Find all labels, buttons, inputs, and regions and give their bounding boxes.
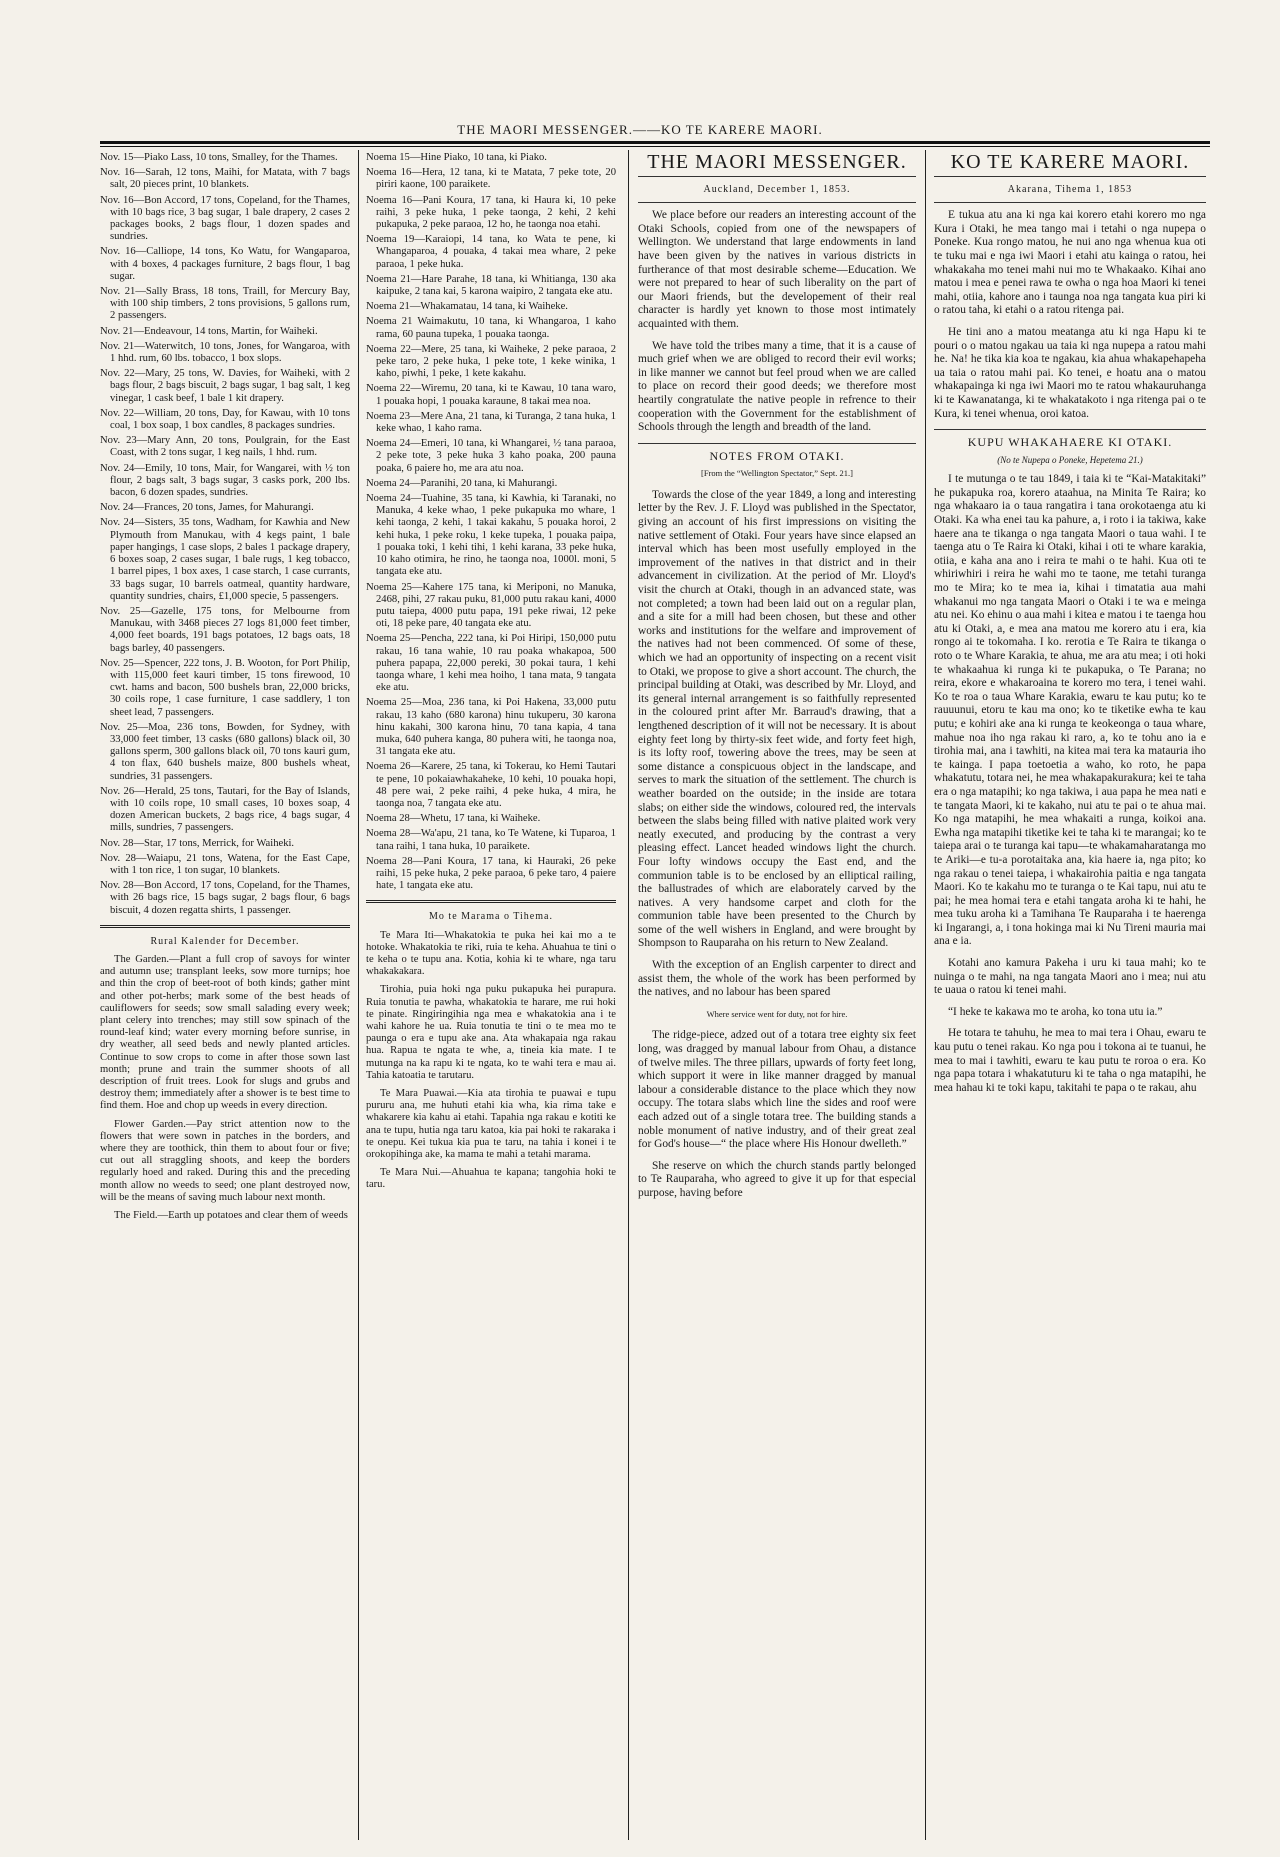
paragraph: E tukua atu ana ki nga kai korero etahi korero mo nga Kura i Otaki, he mea tango mai i tetahi o nga nupepa o Poneke. Kua rongo matou, he nui ano nga whenua kua oti te tuku mai e nga iwi Maori i etahi atu kainga o ratou, hei whakakaha mo tenei mahi nui mo te Whakaako. Kihai ano matou i mea e penei rawa te owha o nga hoa Maori ki tenei mahi, otiia, kahore ano i taunga noa nga tangata kua piri ki o ratou taha, ki etahi o a ratou ritenga pai.: [934, 209, 1206, 317]
shipping-entry: Nov. 26—Herald, 25 tons, Tautari, for the Bay of Islands, with 10 coils rope, 10 small cases, 10 boxes soap, 4 dozen American buckets, 2 bags rice, 4 bags sugar, 4 mills, sundries, 7 passengers.: [100, 785, 350, 834]
rule: [638, 443, 916, 444]
paragraph: We place before our readers an interesting account of the Otaki Schools, copied from one of the newspapers of Wellington. We understand that large endowments in land have been given by the natives in various districts in furtherance of that most desirable scheme—Education. We were not prepared to hear of such liberality on the part of our Maori friends, but the developement of their real character is hardly yet known to those most intimately acquainted with them.: [638, 209, 916, 330]
shipping-entry: Noema 24—Emeri, 10 tana, ki Whangarei, ½ tana paraoa, 2 peke tote, 3 peke huka 3 kaho poaka, 200 pauna poaka, 6 paiere ho, me ara atu noa.: [366, 438, 616, 474]
shipping-entry: Nov. 16—Sarah, 12 tons, Maihi, for Matata, with 7 bags salt, 20 pieces print, 10 blankets.: [100, 167, 350, 191]
masthead: THE MAORI MESSENGER.: [647, 151, 907, 173]
shipping-entry: Noema 25—Kahere 175 tana, ki Meriponi, no Manuka, 2468, pihi, 27 rakau puku, 81,000 putu rakau kani, 4000 putu taiepa, 4000 putu papa, 191 peke riwai, 12 peke oti, 18 peke pare, 40 tangata eke atu.: [366, 581, 616, 630]
shipping-entry: Noema 25—Moa, 236 tana, ki Poi Hakena, 33,000 putu rakau, 13 kaho (680 karona) hinu tukuperu, 30 karona hinu kakahi, 300 karona hinu, 70 tana kapia, 4 tana muka, 640 puhera kanga, 80 puhera witi, he taonga noa, 31 tangata eke atu.: [366, 697, 616, 758]
shipping-entry: Noema 28—Wa'apu, 21 tana, ko Te Watene, ki Tuparoa, 1 tana raihi, 1 tana huka, 10 paraikete.: [366, 828, 616, 852]
rule: [934, 429, 1206, 430]
column-editorial-maori: [934, 152, 1206, 1103]
rule: [366, 900, 616, 903]
shipping-entry: Noema 15—Hine Piako, 10 tana, ki Piako.: [366, 152, 547, 163]
shipping-entry: Noema 26—Karere, 25 tana, ki Tokerau, ko Hemi Tautari te pene, 10 pokaiawhakaheke, 10 kehi, 10 pouaka hopi, 48 pere wai, 2 peke raihi, 4 peke huka, 4 mira, he taonga noa, 7 tangata eke atu.: [366, 761, 616, 809]
section-text: [934, 473, 1206, 1095]
top-rule: [100, 141, 1210, 144]
column-divider: [925, 150, 926, 1840]
paragraph: With the exception of an English carpenter to direct and assist them, the whole of the work has been performed by the natives, and no labour has been spared: [638, 959, 916, 999]
shipping-entry: Nov. 25—Gazelle, 175 tons, for Melbourne from Manukau, with 3468 pieces 27 logs 81,000 feet timber, 4,000 feet boards, 191 bags potatoes, 12 bags oats, 18 bags barley, 40 passengers.: [100, 605, 350, 654]
paragraph: We have told the tribes many a time, that it is a cause of much grief when we are obliged to record their evil works; in like manner we cannot but feel proud when we are called to place on record their good deeds; we therefore most heartily congratulate the native people in refrence to their cooperation with the Government for the establishment of Schools through the length and breadth of the land.: [638, 339, 916, 434]
shipping-entry: Nov. 28—Bon Accord, 17 tons, Copeland, for the Thames, with 26 bags rice, 15 bags sugar, 2 bags flour, 6 bags biscuit, 4 dozen regatta shirts, 1 passenger.: [100, 880, 350, 916]
shipping-entry: Noema 21—Hare Parahe, 18 tana, ki Whitianga, 130 aka kaipuke, 2 tana kai, 5 karona waipiro, 2 tangata eke atu.: [366, 273, 616, 298]
shipping-entry: Noema 16—Pani Koura, 17 tana, ki Haura ki, 10 peke raihi, 3 peke huka, 1 peke taonga, 2 kehi, 2 kehi pukapuka, 2 peke paraoa, 12 ho, he taonga noa etahi.: [366, 194, 616, 231]
shipping-entry: Nov. 22—Mary, 25 tons, W. Davies, for Waiheki, with 2 bags flour, 2 bags biscuit, 2 bags sugar, 1 bag salt, 1 keg vinegar, 1 cask beef, 1 bale 1 kit drapery.: [100, 368, 350, 404]
top-rule-thin: [100, 146, 1210, 147]
paragraph: The ridge-piece, adzed out of a totara tree eighty six feet long, was dragged by manual labour from Ohau, a distance of twelve miles. The three pillars, upwards of forty feet long, which support it were in like manner dragged by manual labour a considerable distance to the place which they now occupy. The totara slabs which line the sides and roof were each adzed out of a single totara tree. The building stands a noble monument of native industry, and of their great zeal for God's house—“ the place where His Honour dwelleth.”: [638, 1029, 916, 1151]
shipping-entry: Nov. 22—William, 20 tons, Day, for Kawau, with 10 tons coal, 1 box soap, 1 box candles, 8 packages sundries.: [100, 407, 350, 432]
editorial-text: [934, 209, 1206, 421]
shipping-entry: Nov. 23—Mary Ann, 20 tons, Poulgrain, for the East Coast, with 2 tons sugar, 1 keg nails, 1 hhd. rum.: [100, 435, 350, 459]
paragraph: She reserve on which the church stands partly belonged to Te Rauparaha, who agreed to give it up for that especial purpose, having before: [638, 1159, 916, 1199]
shipping-entry: Nov. 21—Endeavour, 14 tons, Martin, for Waiheki.: [100, 325, 318, 337]
shipping-entry: Noema 23—Mere Ana, 21 tana, ki Turanga, 2 tana huka, 1 keke whao, 1 kaho rama.: [366, 410, 616, 435]
rule: [100, 925, 350, 928]
shipping-entry: Noema 25—Pencha, 222 tana, ki Poi Hiripi, 150,000 putu rakau, 16 tana wahie, 10 rau poaka whakapoa, 500 puhera papapa, 22,000 pereki, 30 pokai taura, 1 kehi taonga whare, 1 kehi mea hoiho, 1 tana mata, 9 tangata eke atu.: [366, 633, 616, 694]
column-divider: [358, 150, 359, 1840]
shipping-entry: Noema 21 Waimakutu, 10 tana, ki Whangaroa, 1 kaho rama, 60 pauna tupeka, 1 pouaka taonga.: [366, 316, 616, 340]
shipping-entry: Nov. 25—Moa, 236 tons, Bowden, for Sydney, with 33,000 feet timber, 13 casks (680 gallons) black oil, 30 gallons sperm, 300 gallons black oil, 70 tons kauri gum, 4 ton flax, 640 bushels maize, 800 bushels wheat, sundries, 31 passengers.: [100, 721, 350, 782]
notes-text-continued: [638, 1029, 916, 1200]
shipping-list: [100, 152, 350, 917]
shipping-entry: Nov. 24—Sisters, 35 tons, Wadham, for Kawhia and New Plymouth from Manukau, with 4 kegs paint, 1 bale paper hangings, 1 case slops, 2 bales 1 package drapery, 6 boxes soap, 2 cases sugar, 1 bale rugs, 1 keg tobacco, 1 barrel pipes, 1 box axes, 1 case starch, 1 case currants, 33 bags sugar, 10 barrels oatmeal, quantity hardware, quantity sundries, chairs, £1,000 specie, 5 passengers.: [100, 517, 350, 602]
calendar-paragraph: The Garden.—Plant a full crop of savoys for winter and autumn use; transplant leeks, sow more turnips; hoe and thin the crop of beet-root of both kinds; gather mint and other pot-herbs; mark some of the best heads of cauliflowers for seeds; sow small salading every week; plant celery into trenches; may still sow spinach of the round-leaf kind; water every morning before sunrise, in dry weather, all seed beds and newly planted articles. Continue to sow crops to come in after those sown last month; prune and train the summer shoots of all description of fruit trees. Look for slugs and grubs and destroy them; immediately after a shower is te best time to find them. Hoe and chop up weeds in every direction.: [100, 953, 350, 1112]
shipping-entry: Nov. 28—Star, 17 tons, Merrick, for Waiheki.: [100, 837, 295, 849]
section-subtitle: (No te Nupepa o Poneke, Hepetema 21.): [997, 454, 1143, 465]
shipping-entry: Nov. 24—Emily, 10 tons, Mair, for Wangarei, with ½ ton flour, 2 bags salt, 3 bags sugar, 3 casks pork, 200 lbs. bacon, 6 dozen spades, sundries.: [100, 462, 350, 499]
shipping-entry: Noema 22—Mere, 25 tana, ki Waiheke, 2 peke paraoa, 2 peke taro, 2 peke huka, 1 peke tote, 1 keke winika, 1 kaho, piwhi, 1 peke, 1 kete kakahu.: [366, 343, 616, 380]
notes-title: NOTES FROM OTAKI.: [709, 448, 845, 463]
small-note: Where service went for duty, not for hire.: [706, 1008, 848, 1019]
calendar-paragraph: The Field.—Earth up potatoes and clear them of weeds: [114, 1210, 348, 1222]
dateline: Auckland, December 1, 1853.: [703, 183, 851, 195]
calendar-paragraph: Flower Garden.—Pay strict attention now to the flowers that were sown in patches in the borders, and where they are toothick, thin them to about four or five; cut out all straggling shoots, and keep the borders regularly hoed and raked. During this and the preceding month allow no weeds to seed; one plant destroyed now, will be the means of saving much labour next month.: [100, 1118, 350, 1203]
rule: [638, 176, 916, 177]
paragraph: Towards the close of the year 1849, a long and interesting letter by the Rev. J. F. Lloyd was published in the Spectator, giving an account of his first impressions on visiting the native settlement of Otaki. Four years have since elapsed an interval which has been most usefully employed in the improvement of the natives in that district and in their advancement in civilization. At the period of Mr. Lloyd's visit the church at Otaki, though in an advanced state, was not completed; a town had been laid out on a regular plan, and a site for a mill had been chosen, but these and other works and institutions for the welfare and improvement of the natives had not been commenced. Of some of these, which we had an opportunity of inspecting on a recent visit to Otaki, we propose to give a short account. The church, the principal building at Otaki, was described by Mr. Lloyd, and its general internal arrangement is so faithfully represented in the coloured print after Mr. Barraud's drawing, that a lengthened description of it will not be necessary. It is about eighty feet long by thirty-six feet wide, and forty feet high, is its lofty roof, towering above the trees, may be seen at some distance a conspicuous object in the landscape, and serves to mark the situation of the settlement. The church is weather boarded on the outside; in the inside are totara slabs; on either side the windows, coloured red, the intervals between the slabs being filled with native plaited work very neatly executed, and producing by the contrast a very pleasing effect. Lancet headed windows light the church. Four lofty windows occupy the East end, and the communion table is to be enclosed by an elliptical railing, the ballustrades of which are elaborately carved by the natives. A very handsome carpet and cloth for the communion table have been presented to the Church by some of the well wishers in England, and were brought by Shompson to Rauparaha on his return to New Zealand.: [638, 488, 916, 950]
calendar-text: [366, 930, 616, 1192]
shipping-entry: Nov. 21—Waterwitch, 10 tons, Jones, for Wangaroa, with 1 hhd. rum, 60 lbs. tobacco, 1 box slops.: [100, 340, 350, 365]
section-title: KUPU WHAKAHAERE KI OTAKI.: [967, 435, 1173, 450]
shipping-entry: Nov. 15—Piako Lass, 10 tons, Smalley, for the Thames.: [100, 152, 338, 163]
shipping-entry: Noema 22—Wiremu, 20 tana, ki te Kawau, 10 tana waro, 1 pouaka hopi, 1 pouaka karaune, 8 takai mea noa.: [366, 383, 616, 407]
dateline: Akarana, Tihema 1, 1853: [1007, 183, 1133, 195]
rule: [934, 176, 1206, 177]
calendar-paragraph: Te Mara Iti—Whakatokia te puka hei kai mo a te hotoke. Whakatokia te riki, ruia te keha. Ahuahua te tini o te keha o te tupu ana. Kotia, kohia ki te whare, nga taru whakakakara.: [366, 929, 616, 978]
running-head: THE MAORI MESSENGER.——KO TE KARERE MAORI.: [457, 122, 823, 137]
notes-source: [From the “Wellington Spectator,” Sept. 21.]: [701, 468, 853, 479]
shipping-entry: Noema 24—Tuahine, 35 tana, ki Kawhia, ki Taranaki, no Manuka, 4 keke whao, 1 peke pukapuka mo whare, 1 kehi taonga, 2 kehi, 1 takai kakahu, 5 pouaka horoi, 2 kehi huka, 1 peke roku, 1 keke tupeka, 1 pouaka paipa, 1 pouaka toki, 1 kehi tihi, 1 kehi karana, 33 peke huka, 10 kaho otimira, he rino, he taonga noa, 1000l. moni, 5 tangata eke atu.: [366, 493, 616, 578]
masthead: KO TE KARERE MAORI.: [950, 151, 1190, 173]
paragraph: I te mutunga o te tau 1849, i taia ki te “Kai-Matakitaki” he pukapuka roa, korero ataahua, na Minita Te Raira; ko nga whakaaro ia o taua rangatira i tana orokotaenga atu ki Otaki. Ka wha enei tau ka pahure, a, i roto i ia takiwa, kake haere ana te tikanga o nga tangata Maori o taua wahi. I te taenga atu o Te Raira ki Otaki, kihai i oti te whare karakia, otiia, e kaha ana ano i reira te mahi o te hahi. Kua oti te whiriwhiri i reira he wahi mo te taone, me tetahi turanga mo te Mira; ko te mea ia, kihai i timatatia aua mahi whakanui mo nga tangata Maori o Otaki i te wa e meinga atu nei. Ko ehinu o aua mahi i kitea e matou i te taenga hou atu ki Otaki, a, e mea ana matou me korero atu i era, kia rongo ai te tokomaha. I ko. rerotia e Te Raira te tikanga o roto o te Whare Karakia, te ahua, me ara atu mea; i oti hoki te whakaahua ki runga ki te pukapuka, o Te Parana; no reira, ekore e whakaroaina te korero mo tera, i tenei wahi. Ko te roa o taua Whare Karakia, ewaru te kau putu; ko te rauuunui, etoru te kau ma ono; ko te tiketike ewha te kau putu; e kohiri ake ana ki runga te keokeonga o taua whare, mahue noa iho nga rakau ki raro, a, ko te tohu ano ia e tirohia mai, ana i tawhiti, na kitea mai tera ka matauria iho te kainga. I papa toetoetia a waho, ko roto, he papa whakatutu, totara nei, he mea whakapakurakura; kei te taha era o nga matapihi; ko nga takiwa, i aua papa he mea nati e te tangata Maori, ki te kakaho, nui atu te pai o te ahua mai. Ko nga matapihi, he mea whakaiti a runga, koikoi ana. Ewha nga matapihi tiketike kei te taha ki te marangai; ko te taiepa arai o te turanga kai tapu—te whakamaharatanga mo te Ariki—e tu-a porotaitaka ana, kia haere ia, nga pito; ko nga rakau o tenei taiepa, i whakairohia paitia e nga tangata Maori. Ko te kakahu mo te turanga o te Kai tapu, nui atu te pai; he mea homai tera e etahi tangata aroha ki te hahi, he mea tuku aroha ki a Tamihana Te Rauparaha i te haerenga ki Ingarangi, a, i tona hokinga mai ki Nu Tireni mauria mai ana e ia.: [934, 473, 1206, 948]
calendar-paragraph: Te Mara Puawai.—Kia ata tirohia te puawai e tupu pururu ana, me huhuti etahi kia wha, kia rima take e whakarere kia kahu ai etahi. Tapahia nga rakau e kotiti ke ana te tupu, hutia nga taru katoa, kia pai hoki te rakaraka i te onepu. Kei tukua kia pua te taru, na tahia i konei i te orokopihinga ake, ka mama te mahi a tetahi marama.: [366, 1088, 616, 1161]
shipping-list: [366, 152, 616, 892]
calendar-title: Mo te Marama o Tihema.: [429, 911, 553, 923]
column-divider: [628, 150, 629, 1840]
shipping-entry: Noema 19—Karaiopi, 14 tana, ko Wata te pene, ki Whangaparoa, 4 pouaka, 4 takai mea whare, 2 peke paraoa, 1 peke huka.: [366, 234, 616, 270]
calendar-text: [100, 954, 350, 1222]
paragraph: He totara te tahuhu, he mea to mai tera i Ohau, ewaru te kau putu o tenei rakau. Ko nga pou i tokona ai te tuanui, he mea to mai i tawhiti, ewaru te kau putu te roroa o era. Ko nga papa totara i whakatuturu ki te taha o nga matapihi, he mea hahau ki te toki kapu, takitahi te papa o te rakau, ahu: [934, 1027, 1206, 1094]
shipping-entry: Nov. 16—Calliope, 14 tons, Ko Watu, for Wangaparoa, with 4 boxes, 4 packages furniture, 2 bags flour, 1 bag sugar.: [100, 246, 350, 282]
column-shipping-maori: [366, 152, 616, 1198]
shipping-entry: Noema 16—Hera, 12 tana, ki te Matata, 7 peke tote, 20 piriri kaone, 100 paraikete.: [366, 167, 616, 191]
column-shipping-english: [100, 152, 350, 1228]
shipping-entry: Nov. 25—Spencer, 222 tons, J. B. Wooton, for Port Philip, with 115,000 feet kauri timber, 15 tons firewood, 10 cwt. hams and bacon, 500 bushels bran, 22,000 bricks, 30 coils rope, 1 case furniture, 1 case saddlery, 1 ton sheet lead, 7 passengers.: [100, 657, 350, 718]
column-editorial-english: [638, 152, 916, 1209]
calendar-paragraph: Te Mara Nui.—Ahuahua te kapana; tangohia hoki te taru.: [366, 1167, 616, 1191]
calendar-paragraph: Tirohia, puia hoki nga puku pukapuka hei purapura. Ruia tonutia te pawha, whakatokia te harare, me rui hoki te pinate. Ringiringihia nga mea e whakatokia ana i te wahi kahore he ua. Ruia tonutia te tini o te mea mo te paunga o era e tupu ake ana. Ata whakapaia nga rakau hua. Rapua te ngata te whe, a, tineia kia mate. I te mutunga na ka rapu ki te ngata, ko te wahi tera e mau ai. Tahia katoatia te tarutaru.: [366, 984, 616, 1081]
shipping-entry: Nov. 24—Frances, 20 tons, James, for Mahurangi.: [100, 502, 314, 514]
shipping-entry: Noema 21—Whakamatau, 14 tana, ki Waiheke.: [366, 301, 568, 313]
shipping-entry: Noema 28—Whetu, 17 tana, ki Waiheke.: [366, 813, 541, 825]
calendar-title: Rural Kalender for December.: [150, 935, 300, 947]
rule: [934, 202, 1206, 203]
shipping-entry: Noema 24—Paranihi, 20 tana, ki Mahurangi.: [366, 477, 558, 489]
shipping-entry: Nov. 21—Sally Brass, 18 tons, Traill, for Mercury Bay, with 100 ship timbers, 2 tons provisions, 5 gallons rum, 2 passengers.: [100, 286, 350, 322]
paragraph: He tini ano a matou meatanga atu ki nga Hapu ki te pouri o o matou ngakau ua taia ki nga nupepa a ratou mahi he. Na! he tika kia koa te ngakau, kia ahua whakapehapeha ua taia o ratou mahi pai. Ko tenei, e hoatu ana o matou whakapainga ki nga iwi Maori mo te ratou whakauruhanga ki te Kawanatanga, ki te whakatakoto i nga ritenga pai o te Kura, ki tenei whenua, oroi katoa.: [934, 325, 1206, 420]
notes-text: [638, 489, 916, 1000]
shipping-entry: Nov. 28—Waiapu, 21 tons, Watena, for the East Cape, with 1 ton rice, 1 ton sugar, 10 blankets.: [100, 852, 350, 876]
editorial-text: [638, 209, 916, 435]
shipping-entry: Noema 28—Pani Koura, 17 tana, ki Hauraki, 26 peke raihi, 15 peke huka, 2 peke paraoa, 6 peke taro, 4 paiere hate, 1 tangata eke atu.: [366, 855, 616, 892]
rule: [638, 202, 916, 203]
shipping-entry: Nov. 16—Bon Accord, 17 tons, Copeland, for the Thames, with 10 bags rice, 3 bag sugar, 1 bale drapery, 2 cases 2 packages books, 2 bags flour, 1 dozen spades and sundries.: [100, 194, 350, 243]
paragraph: Kotahi ano kamura Pakeha i uru ki taua mahi; ko te nuinga o te mahi, na nga tangata Maori ano i mea; nui atu te uaua o ratou ki tenei mahi.: [934, 957, 1206, 997]
paragraph: “I heke te kakawa mo te aroha, ko tona utu ia.”: [948, 1005, 1163, 1018]
